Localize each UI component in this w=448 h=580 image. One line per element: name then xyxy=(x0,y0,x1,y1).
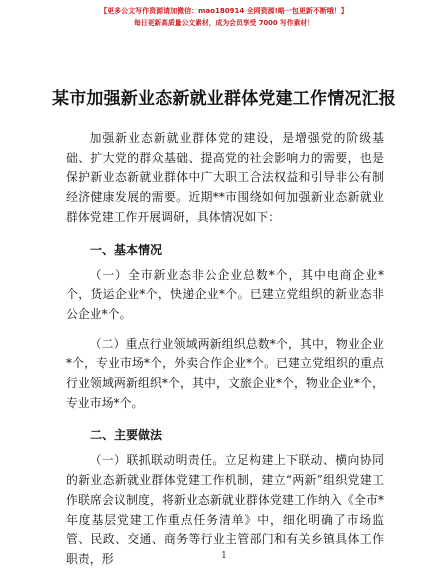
section1-paragraph-2: （二）重点行业领域两新组织总数*个，其中，物业企业*个，专业市场*个，外卖合作企业*个。已建立党组织的重点行业领域两新组织*个，其中，文旅企业*个，物业企业*个，专业市场*个。 xyxy=(66,336,384,410)
page-number: 1 xyxy=(221,551,227,561)
paragraph-spacer xyxy=(66,325,384,335)
section-heading-main-practices: 二、主要做法 xyxy=(90,428,163,443)
document-title: 某市加强新业态新就业群体党建工作情况汇报 xyxy=(52,89,396,109)
section2-paragraph-1: （一）联抓联动明责任。立足构建上下联动、横向协同的新业态新就业群体党建工作机制，建立“两新”组织党建工作联席会议制度，将新业态新就业群体党建工作纳入《全市*年度基层党建工作重点任务清单》中，细化明确了市场监管、民政、交通、商务等行业主管部门和有关乡镇具体工作职责，形 xyxy=(66,453,384,566)
document-body xyxy=(66,129,384,570)
intro-paragraph: 加强新业态新就业群体党的建设，是增强党的阶级基础、扩大党的群众基础、提高党的社会影响力的需要，也是保护新业态新就业群体中广大职工合法权益和引导非公有制经济健康发展的需要。近期**市围绕如何加强新业态新就业群体党建工作开展调研，具体情况如下： xyxy=(66,131,384,224)
promo-banner-line-1: 【更多公文写作资源请加微信：mao180914 全网资源!略一包更新不断哦！】 xyxy=(100,7,348,15)
section1-paragraph-1: （一）全市新业态非公企业总数*个，其中电商企业*个，货运企业*个，快递企业*个。已建立党组织的新业态非公企业*个。 xyxy=(66,267,384,321)
promo-banner-line-2: 每日更新高质量公文素材，成为会员享受 7000 写作素材！ xyxy=(134,19,314,27)
section-heading-basic-situation: 一、基本情况 xyxy=(90,242,163,257)
